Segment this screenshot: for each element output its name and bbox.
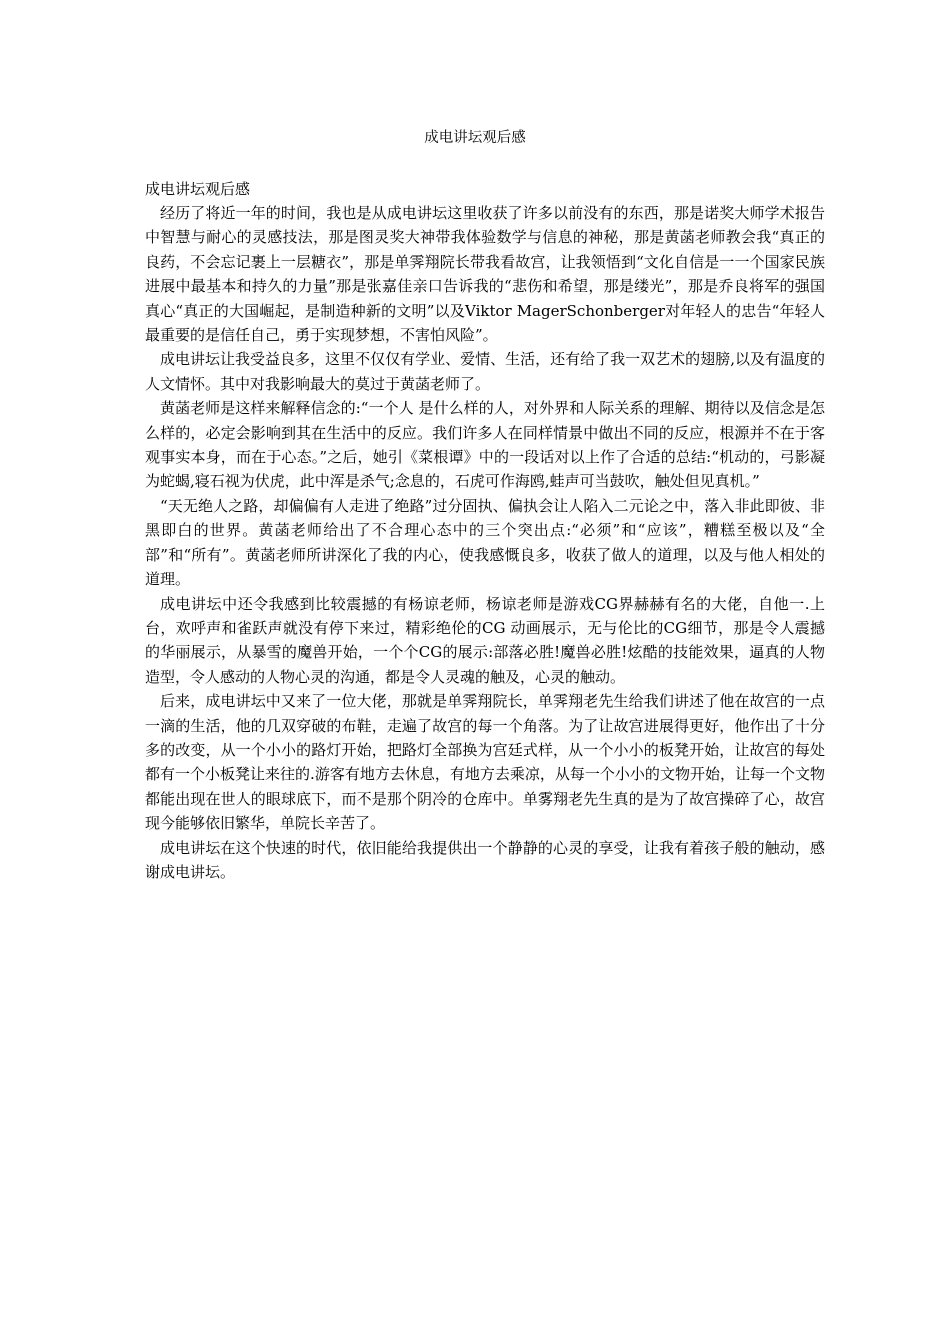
document-body [145, 177, 825, 884]
paragraph-5: 成电讲坛中还令我感到比较震撼的有杨谅老师，杨谅老师是游戏CG界赫赫有名的大佬，自他一.上台，欢呼声和雀跃声就没有停下来过，精彩绝伦的CG 动画展示，无与伦比的CG细节，那是令人震撼的华丽展示，从暴雪的魔兽开始，一个个CG的展示:部落必胜!魔兽必胜!炫酷的技能效果，逼真的人物造型，令人感动的人物心灵的沟通，都是令人灵魂的触及，心灵的触动。 [145, 594, 825, 686]
section-heading: 成电讲坛观后感 [145, 180, 251, 198]
paragraph-7: 成电讲坛在这个快速的时代，依旧能给我提供出一个静静的心灵的享受，让我有着孩子般的触动，感谢成电讲坛。 [145, 838, 825, 881]
paragraph-2: 成电讲坛让我受益良多，这里不仅仅有学业、爱情、生活，还有给了我一双艺术的翅膀,以及有温度的人文情怀。其中对我影响最大的莫过于黄菡老师了。 [145, 350, 825, 393]
paragraph-4: “天无绝人之路，却偏偏有人走进了绝路”过分固执、偏执会让人陷入二元论之中，落入非此即彼、非黑即白的世界。黄菡老师给出了不合理心态中的三个突出点:“必须”和“应该”，糟糕至极以及“全部”和“所有”。黄菡老师所讲深化了我的内心，使我感慨良多，收获了做人的道理，以及与他人相处的道理。 [145, 496, 825, 589]
paragraph-1: 经历了将近一年的时间，我也是从成电讲坛这里收获了许多以前没有的东西，那是诺奖大师学术报告中智慧与耐心的灵感技法，那是图灵奖大神带我体验数学与信息的神秘，那是黄菡老师教会我“真正的良药，不会忘记裹上一层糖衣”，那是单霁翔院长带我看故宫，让我领悟到“文化自信是一一个国家民族进展中最基本和持久的力量”那是张嘉佳亲口告诉我的“悲伤和希望，那是缕光”，那是乔良将军的强国真心“真正的大国崛起，是制造种新的文明”以及Viktor MagerSchonberger对年轻人的忠告“年轻人最重要的是信任自己，勇于实现梦想，不害怕风险”。 [145, 204, 825, 345]
paragraph-6: 后来，成电讲坛中又来了一位大佬，那就是单霁翔院长，单霁翔老先生给我们讲述了他在故宫的一点一滴的生活，他的几双穿破的布鞋，走遍了故宫的每一个角落。为了让故宫进展得更好，他作出了十分多的改变，从一个小小的路灯开始，把路灯全部换为宫廷式样，从一个小小的板凳开始，让故宫的每处都有一个小板凳让来往的.游客有地方去休息，有地方去乘凉，从每一个小小的文物开始，让每一个文物都能出现在世人的眼球底下，而不是那个阴冷的仓库中。单雾翔老先生真的是为了故宫操碎了心，故宫现今能够依旧繁华，单院长辛苦了。 [145, 692, 825, 833]
document-title: 成电讲坛观后感 [424, 130, 526, 146]
paragraph-3: 黄菡老师是这样来解释信念的:“一个人 是什么样的人，对外界和人际关系的理解、期待以及信念是怎么样的，必定会影响到其在生活中的反应。我们许多人在同样情景中做出不同的反应，根源并不在于客观事实本身，而在于心态。”之后，她引《菜根谭》中的一段话对以上作了合适的总结:“机动的，弓影凝为蛇蝎,寝石视为伏虎，此中浑是杀气;念息的，石虎可作海鸥,蛙声可当鼓吹，触处但见真机。” [145, 399, 825, 491]
